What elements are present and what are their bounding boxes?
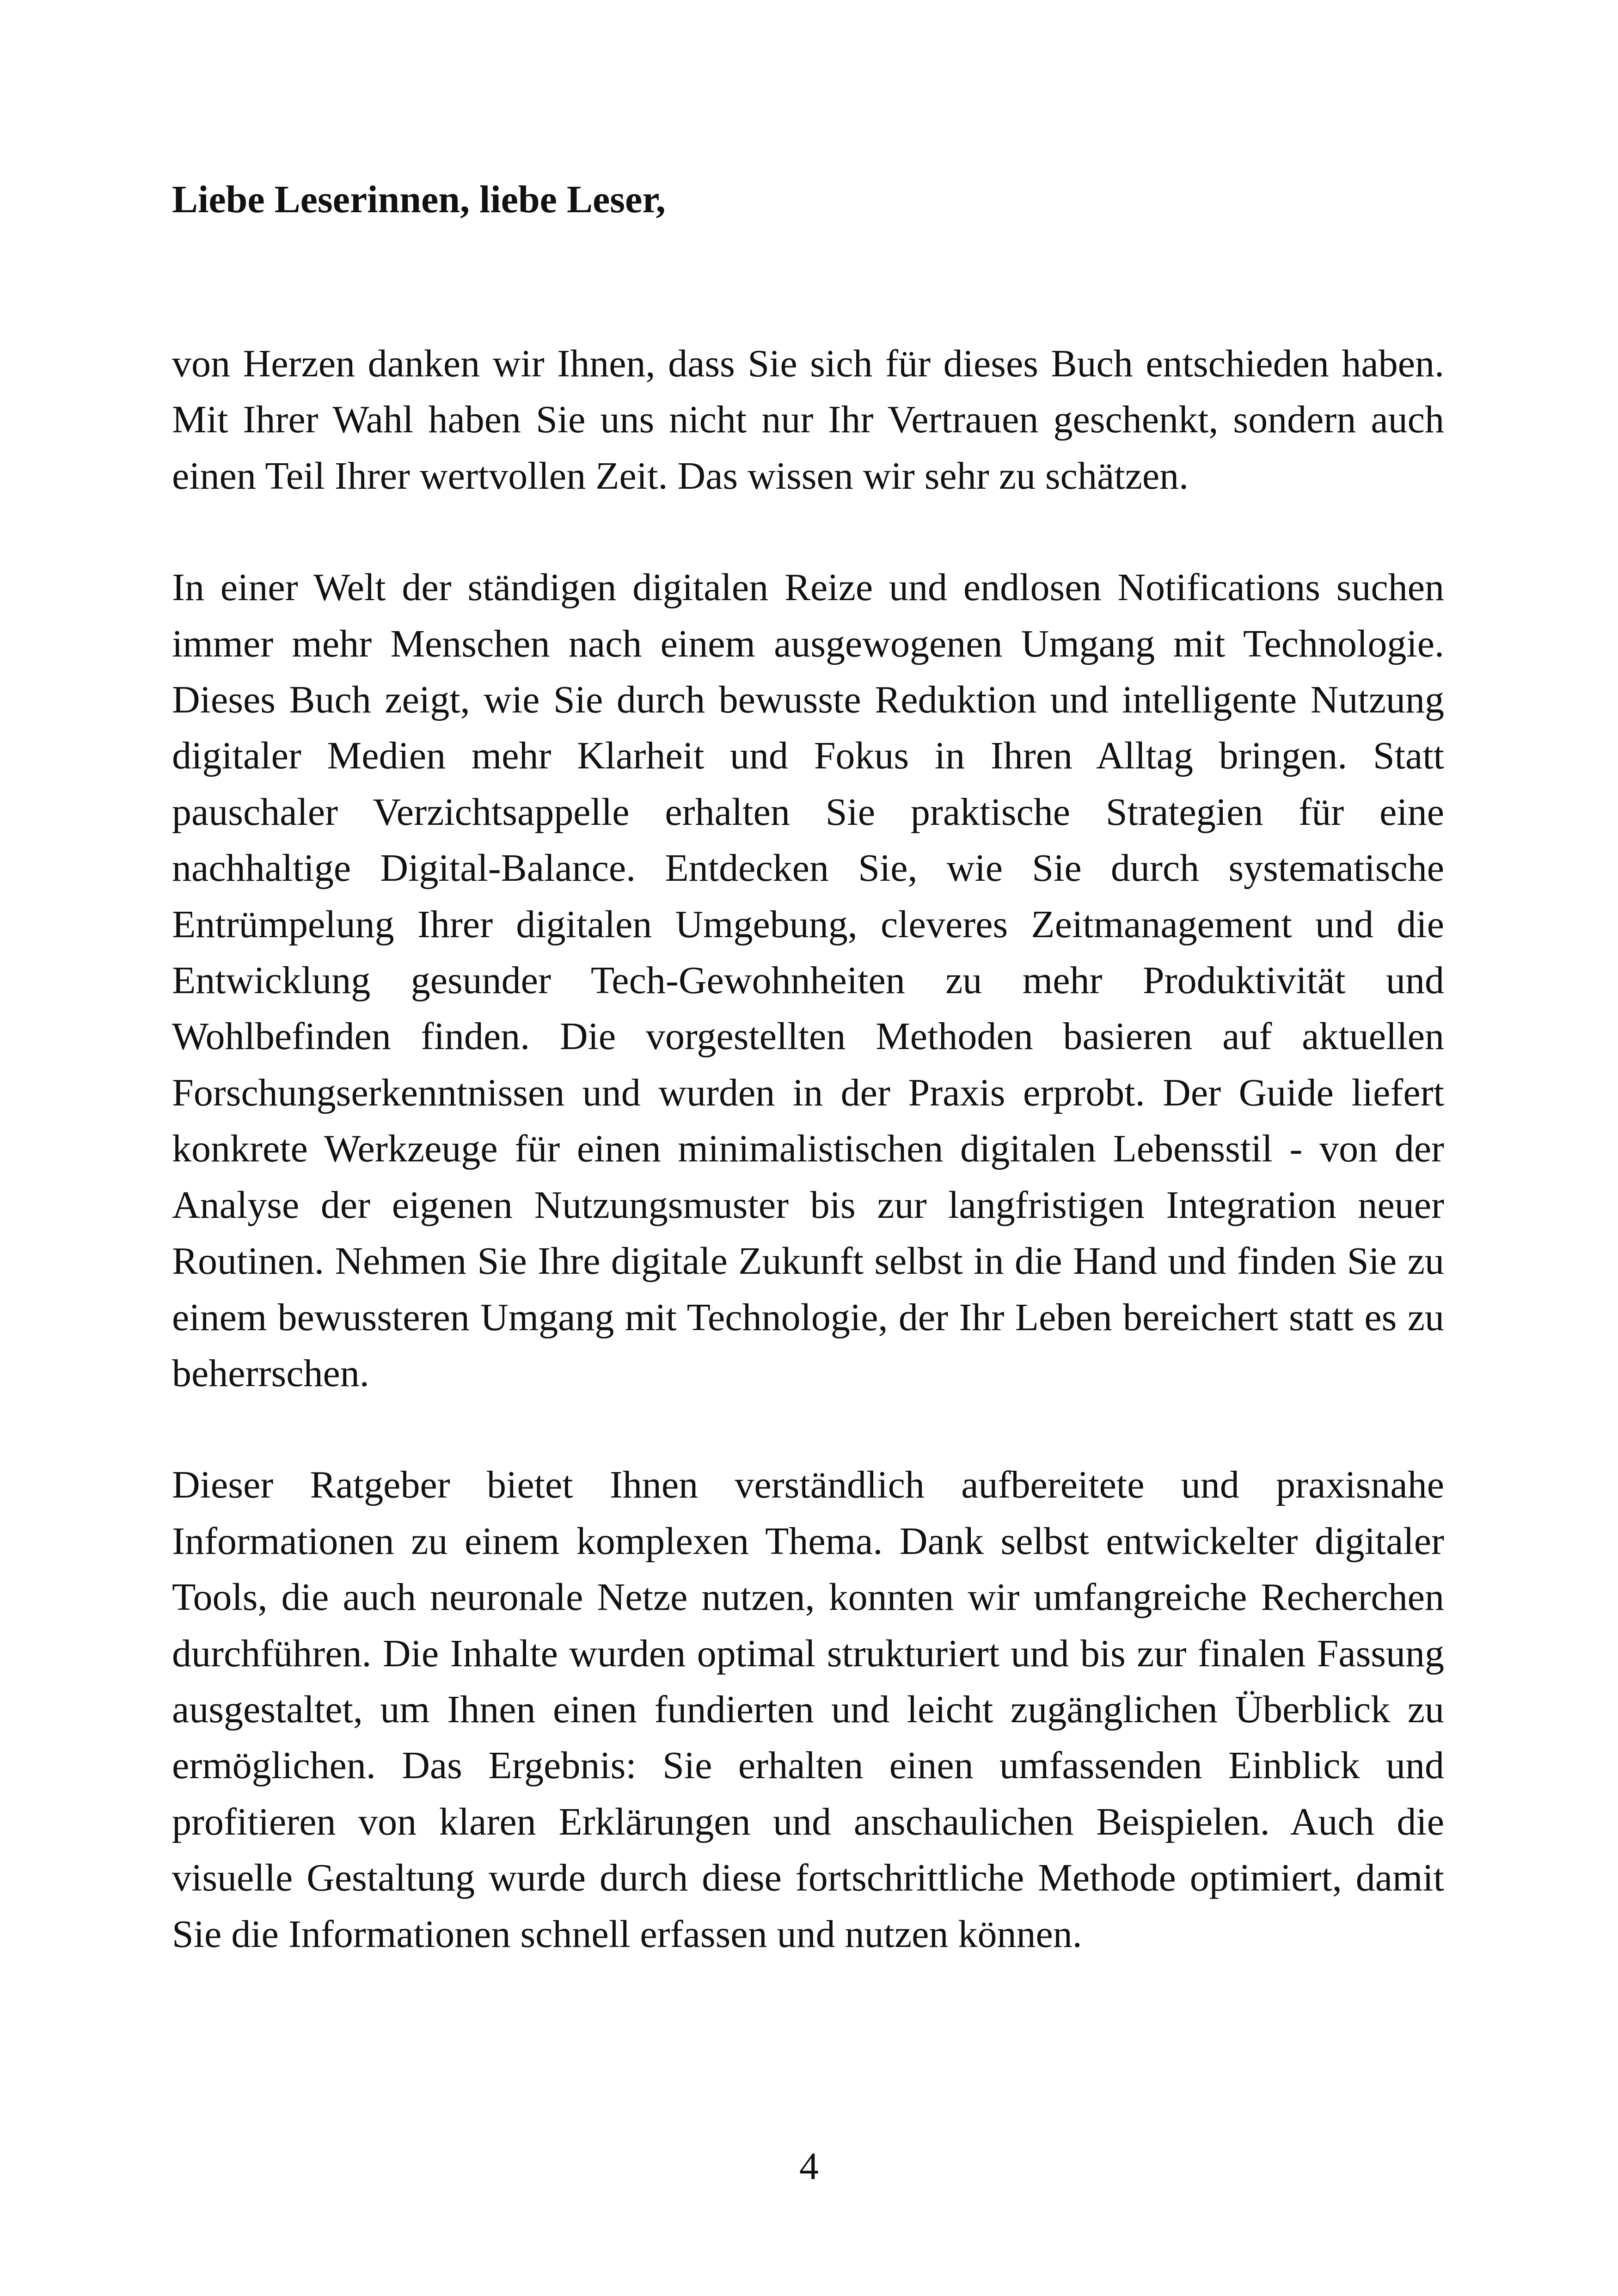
page-number: 4	[799, 2145, 819, 2188]
paragraph-thanks: von Herzen danken wir Ihnen, dass Sie sich für dieses Buch entschieden haben. Mit Ihrer Wahl haben Sie uns nicht nur Ihr Vertrauen geschenkt, sondern auch einen Teil Ihrer wertvollen Zeit. Das wissen wir sehr zu schätzen.	[172, 342, 1444, 497]
body-text	[172, 336, 1444, 2018]
paragraph-book-summary: In einer Welt der ständigen digitalen Reize und endlosen Notifications suchen immer mehr Menschen nach einem ausgewogenen Umgang mit Technologie. Dieses Buch zeigt, wie Sie durch bewusste Reduktion und intelligente Nutzung digitaler Medien mehr Klarheit und Fokus in Ihren Alltag bringen. Statt pauschaler Verzichtsappelle erhalten Sie praktische Strategien für eine nachhaltige Digital-Balance. Entdecken Sie, wie Sie durch systematische Entrümpelung Ihrer digitalen Umgebung, cleveres Zeitmanagement und die Entwicklung gesunder Tech-Gewohnheiten zu mehr Produktivität und Wohlbefinden finden. Die vorgestellten Methoden basieren auf aktuellen Forschungserkenntnissen und wurden in der Praxis erprobt. Der Guide liefert konkrete Werkzeuge für einen minimalistischen digitalen Lebensstil - von der Analyse der eigenen Nutzungsmuster bis zur langfristigen Integration neuer Routinen. Nehmen Sie Ihre digitale Zukunft selbst in die Hand und finden Sie zu einem bewussteren Umgang mit Technologie, der Ihr Leben bereichert statt es zu beherrschen.	[172, 566, 1444, 1395]
paragraph-guide-method: Dieser Ratgeber bietet Ihnen verständlich aufbereitete und praxisnahe Informationen zu einem komplexen Thema. Dank selbst entwickelter digitaler Tools, die auch neuronale Netze nutzen, konnten wir umfangreiche Recherchen durchführen. Die Inhalte wurden optimal strukturiert und bis zur finalen Fassung ausgestaltet, um Ihnen einen fundierten und leicht zugänglichen Überblick zu ermöglichen. Das Ergebnis: Sie erhalten einen umfassenden Einblick und profitieren von klaren Erklärungen und anschaulichen Beispielen. Auch die visuelle Gestaltung wurde durch diese fortschrittliche Methode optimiert, damit Sie die Informationen schnell erfassen und nutzen können.	[172, 1463, 1444, 1956]
greeting-heading: Liebe Leserinnen, liebe Leser,	[172, 178, 666, 221]
